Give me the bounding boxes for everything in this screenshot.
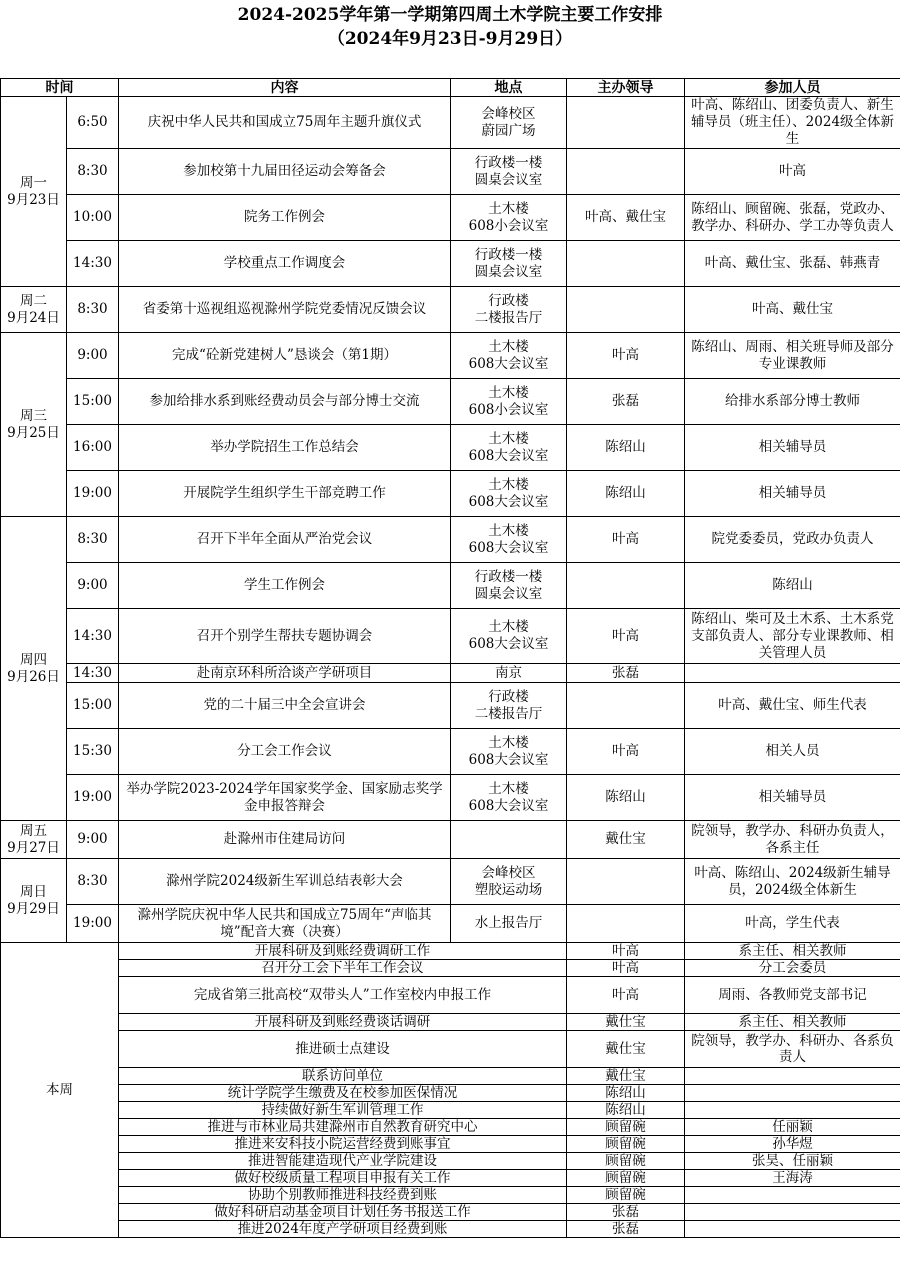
people-cell: 陈绍山、柴可及土木系、土木系党支部负责人、部分专业课教师、相关管理人员 <box>685 609 900 664</box>
leader-cell: 叶高 <box>567 609 685 664</box>
time-cell: 9:00 <box>67 333 119 379</box>
leader-cell: 戴仕宝 <box>567 1031 685 1068</box>
content-cell: 协助个别教师推进科技经费到账 <box>119 1187 567 1204</box>
content-cell: 赴南京环科所洽谈产学研项目 <box>119 664 451 683</box>
table-row <box>1 1068 900 1085</box>
content-cell: 省委第十巡视组巡视滁州学院党委情况反馈会议 <box>119 287 451 333</box>
leader-cell <box>567 859 685 905</box>
content-cell: 赴滁州市住建局访问 <box>119 821 451 859</box>
time-cell: 16:00 <box>67 425 119 471</box>
place-cell: 行政楼一楼 圆桌会议室 <box>451 563 567 609</box>
day-name: 周一 <box>20 174 47 191</box>
table-row <box>1 775 900 821</box>
content-cell: 召开下半年全面从严治党会议 <box>119 517 451 563</box>
people-cell: 张昊、任丽颖 <box>685 1153 900 1170</box>
table-row <box>1 1102 900 1119</box>
time-cell: 19:00 <box>67 905 119 943</box>
time-cell: 14:30 <box>67 664 119 683</box>
content-cell: 分工会工作会议 <box>119 729 451 775</box>
content-cell: 做好科研启动基金项目计划任务书报送工作 <box>119 1204 567 1221</box>
day-cell <box>1 97 67 287</box>
people-cell <box>685 1102 900 1119</box>
people-cell: 院党委委员，党政办负责人 <box>685 517 900 563</box>
time-cell: 14:30 <box>67 241 119 287</box>
leader-cell: 顾留碗 <box>567 1136 685 1153</box>
content-cell: 持续做好新生军训管理工作 <box>119 1102 567 1119</box>
table-row <box>1 425 900 471</box>
table-row <box>1 943 900 960</box>
people-cell <box>685 664 900 683</box>
people-cell: 叶高 <box>685 149 900 195</box>
day-cell <box>1 821 67 859</box>
day-date: 9月25日 <box>7 424 60 441</box>
time-cell: 19:00 <box>67 775 119 821</box>
leader-cell: 张磊 <box>567 379 685 425</box>
time-cell: 8:30 <box>67 287 119 333</box>
table-row <box>1 821 900 859</box>
leader-cell: 陈绍山 <box>567 1085 685 1102</box>
leader-cell: 戴仕宝 <box>567 1068 685 1085</box>
leader-cell: 张磊 <box>567 664 685 683</box>
day-name: 周日 <box>20 883 47 900</box>
place-cell: 土木楼 608大会议室 <box>451 517 567 563</box>
place-cell: 会峰校区 塑胶运动场 <box>451 859 567 905</box>
table-row <box>1 977 900 1014</box>
people-cell: 叶高、戴仕宝、张磊、韩燕青 <box>685 241 900 287</box>
header-place: 地点 <box>451 79 567 97</box>
leader-cell <box>567 905 685 943</box>
day-cell <box>1 287 67 333</box>
people-cell: 陈绍山 <box>685 563 900 609</box>
leader-cell <box>567 149 685 195</box>
day-date: 9月23日 <box>7 191 60 208</box>
day-date: 9月27日 <box>7 839 60 856</box>
time-cell: 15:30 <box>67 729 119 775</box>
page-title: 2024-2025学年第一学期第四周土木学院主要工作安排 <box>237 5 663 25</box>
table-row <box>1 683 900 729</box>
time-cell: 6:50 <box>67 97 119 149</box>
content-cell: 学校重点工作调度会 <box>119 241 451 287</box>
place-cell: 行政楼一楼 圆桌会议室 <box>451 149 567 195</box>
table-row <box>1 333 900 379</box>
schedule-table <box>0 78 900 1238</box>
people-cell: 给排水系部分博士教师 <box>685 379 900 425</box>
people-cell: 相关辅导员 <box>685 425 900 471</box>
content-cell: 开展科研及到账经费谈话调研 <box>119 1014 567 1031</box>
leader-cell: 顾留碗 <box>567 1119 685 1136</box>
leader-cell: 顾留碗 <box>567 1187 685 1204</box>
people-cell <box>685 1221 900 1238</box>
content-cell: 滁州学院庆祝中华人民共和国成立75周年“声临其境”配音大赛（决赛） <box>119 905 451 943</box>
people-cell: 周雨、各教师党支部书记 <box>685 977 900 1014</box>
day-date: 9月26日 <box>7 668 60 685</box>
content-cell: 推进来安科技小院运营经费到账事宜 <box>119 1136 567 1153</box>
table-row <box>1 1085 900 1102</box>
people-cell: 叶高，学生代表 <box>685 905 900 943</box>
place-cell: 土木楼 608大会议室 <box>451 775 567 821</box>
content-cell: 院务工作例会 <box>119 195 451 241</box>
content-cell: 推进智能建造现代产业学院建设 <box>119 1153 567 1170</box>
header-time: 时间 <box>1 79 119 97</box>
day-date: 9月29日 <box>7 900 60 917</box>
time-cell: 14:30 <box>67 609 119 664</box>
people-cell <box>685 1204 900 1221</box>
content-cell: 统计学院学生缴费及在校参加医保情况 <box>119 1085 567 1102</box>
content-cell: 党的二十届三中全会宣讲会 <box>119 683 451 729</box>
content-cell: 做好校级质量工程项目申报有关工作 <box>119 1170 567 1187</box>
people-cell <box>685 1068 900 1085</box>
people-cell: 院领导，教学办、科研办负责人，各系主任 <box>685 821 900 859</box>
leader-cell: 叶高 <box>567 960 685 977</box>
content-cell: 推进与市林业局共建滁州市自然教育研究中心 <box>119 1119 567 1136</box>
people-cell: 叶高、戴仕宝、师生代表 <box>685 683 900 729</box>
table-row <box>1 1170 900 1187</box>
table-row <box>1 1153 900 1170</box>
table-row <box>1 1031 900 1068</box>
people-cell: 任丽颖 <box>685 1119 900 1136</box>
table-row <box>1 517 900 563</box>
place-cell: 土木楼 608大会议室 <box>451 609 567 664</box>
leader-cell: 戴仕宝 <box>567 1014 685 1031</box>
place-cell: 土木楼 608小会议室 <box>451 195 567 241</box>
people-cell: 分工会委员 <box>685 960 900 977</box>
leader-cell: 叶高 <box>567 517 685 563</box>
day-name: 周四 <box>20 651 47 668</box>
people-cell: 相关辅导员 <box>685 775 900 821</box>
table-row <box>1 1119 900 1136</box>
table-row <box>1 664 900 683</box>
time-cell: 15:00 <box>67 379 119 425</box>
day-name: 周二 <box>20 292 47 309</box>
time-cell: 10:00 <box>67 195 119 241</box>
time-cell: 19:00 <box>67 471 119 517</box>
content-cell: 举办学院2023-2024学年国家奖学金、国家励志奖学金申报答辩会 <box>119 775 451 821</box>
content-cell: 举办学院招生工作总结会 <box>119 425 451 471</box>
content-cell: 召开个别学生帮扶专题协调会 <box>119 609 451 664</box>
leader-cell: 张磊 <box>567 1204 685 1221</box>
content-cell: 推进2024年度产学研项目经费到账 <box>119 1221 567 1238</box>
table-row <box>1 905 900 943</box>
table-row <box>1 729 900 775</box>
leader-cell: 叶高 <box>567 977 685 1014</box>
people-cell: 陈绍山、周雨、相关班导师及部分专业课教师 <box>685 333 900 379</box>
people-cell: 相关人员 <box>685 729 900 775</box>
place-cell: 行政楼 二楼报告厅 <box>451 683 567 729</box>
table-row <box>1 471 900 517</box>
day-cell <box>1 333 67 517</box>
place-cell: 土木楼 608大会议室 <box>451 729 567 775</box>
content-cell: 庆祝中华人民共和国成立75周年主题升旗仪式 <box>119 97 451 149</box>
table-row <box>1 195 900 241</box>
people-cell: 孙华煜 <box>685 1136 900 1153</box>
content-cell: 开展科研及到账经费调研工作 <box>119 943 567 960</box>
leader-cell: 顾留碗 <box>567 1153 685 1170</box>
people-cell: 系主任、相关教师 <box>685 1014 900 1031</box>
leader-cell <box>567 287 685 333</box>
table-row <box>1 609 900 664</box>
people-cell: 叶高、陈绍山、团委负责人、新生辅导员（班主任）、2024级全体新生 <box>685 97 900 149</box>
content-cell: 参加给排水系到账经费动员会与部分博士交流 <box>119 379 451 425</box>
time-cell: 8:30 <box>67 859 119 905</box>
leader-cell: 叶高 <box>567 943 685 960</box>
place-cell: 会峰校区 蔚园广场 <box>451 97 567 149</box>
leader-cell <box>567 241 685 287</box>
place-cell: 水上报告厅 <box>451 905 567 943</box>
table-row <box>1 859 900 905</box>
leader-cell: 陈绍山 <box>567 425 685 471</box>
people-cell: 王海涛 <box>685 1170 900 1187</box>
people-cell: 系主任、相关教师 <box>685 943 900 960</box>
table-row <box>1 1136 900 1153</box>
table-row <box>1 1221 900 1238</box>
time-cell: 8:30 <box>67 517 119 563</box>
time-cell: 15:00 <box>67 683 119 729</box>
table-row <box>1 563 900 609</box>
time-cell: 9:00 <box>67 563 119 609</box>
table-row <box>1 379 900 425</box>
leader-cell <box>567 683 685 729</box>
place-cell: 行政楼 二楼报告厅 <box>451 287 567 333</box>
day-cell <box>1 517 67 821</box>
week-cell: 本周 <box>1 943 119 1238</box>
place-cell: 土木楼 608大会议室 <box>451 425 567 471</box>
table-row <box>1 960 900 977</box>
leader-cell: 叶高、戴仕宝 <box>567 195 685 241</box>
table-row <box>1 149 900 195</box>
content-cell: 完成“砼新党建树人”恳谈会（第1期） <box>119 333 451 379</box>
content-cell: 推进硕士点建设 <box>119 1031 567 1068</box>
leader-cell: 陈绍山 <box>567 775 685 821</box>
header-leader: 主办领导 <box>567 79 685 97</box>
place-cell: 土木楼 608小会议室 <box>451 379 567 425</box>
leader-cell <box>567 97 685 149</box>
people-cell: 叶高、戴仕宝 <box>685 287 900 333</box>
leader-cell: 叶高 <box>567 729 685 775</box>
header-content: 内容 <box>119 79 451 97</box>
content-cell: 开展院学生组织学生干部竞聘工作 <box>119 471 451 517</box>
leader-cell: 张磊 <box>567 1221 685 1238</box>
people-cell: 叶高、陈绍山、2024级新生辅导员，2024级全体新生 <box>685 859 900 905</box>
place-cell: 行政楼一楼 圆桌会议室 <box>451 241 567 287</box>
day-date: 9月24日 <box>7 309 60 326</box>
place-cell: 土木楼 608大会议室 <box>451 471 567 517</box>
leader-cell <box>567 563 685 609</box>
content-cell: 召开分工会下半年工作会议 <box>119 960 567 977</box>
leader-cell: 戴仕宝 <box>567 821 685 859</box>
content-cell: 联系访问单位 <box>119 1068 567 1085</box>
leader-cell: 陈绍山 <box>567 471 685 517</box>
time-cell: 9:00 <box>67 821 119 859</box>
people-cell: 相关辅导员 <box>685 471 900 517</box>
page-subtitle: （2024年9月23日-9月29日） <box>327 29 573 49</box>
table-row <box>1 97 900 149</box>
table-row <box>1 1014 900 1031</box>
table-row <box>1 241 900 287</box>
content-cell: 学生工作例会 <box>119 563 451 609</box>
content-cell: 滁州学院2024级新生军训总结表彰大会 <box>119 859 451 905</box>
table-row <box>1 1187 900 1204</box>
people-cell <box>685 1187 900 1204</box>
place-cell <box>451 821 567 859</box>
place-cell: 南京 <box>451 664 567 683</box>
day-cell <box>1 859 67 943</box>
people-cell: 陈绍山、顾留碗、张磊，党政办、教学办、科研办、学工办等负责人 <box>685 195 900 241</box>
table-row <box>1 1204 900 1221</box>
time-cell: 8:30 <box>67 149 119 195</box>
day-name: 周五 <box>20 822 47 839</box>
day-name: 周三 <box>20 407 47 424</box>
content-cell: 参加校第十九届田径运动会筹备会 <box>119 149 451 195</box>
place-cell: 土木楼 608大会议室 <box>451 333 567 379</box>
content-cell: 完成省第三批高校“双带头人”工作室校内申报工作 <box>119 977 567 1014</box>
header-people: 参加人员 <box>685 79 900 97</box>
table-row <box>1 287 900 333</box>
leader-cell: 陈绍山 <box>567 1102 685 1119</box>
leader-cell: 顾留碗 <box>567 1170 685 1187</box>
header-row <box>1 79 900 97</box>
leader-cell: 叶高 <box>567 333 685 379</box>
people-cell: 院领导，教学办、科研办、各系负责人 <box>685 1031 900 1068</box>
people-cell <box>685 1085 900 1102</box>
